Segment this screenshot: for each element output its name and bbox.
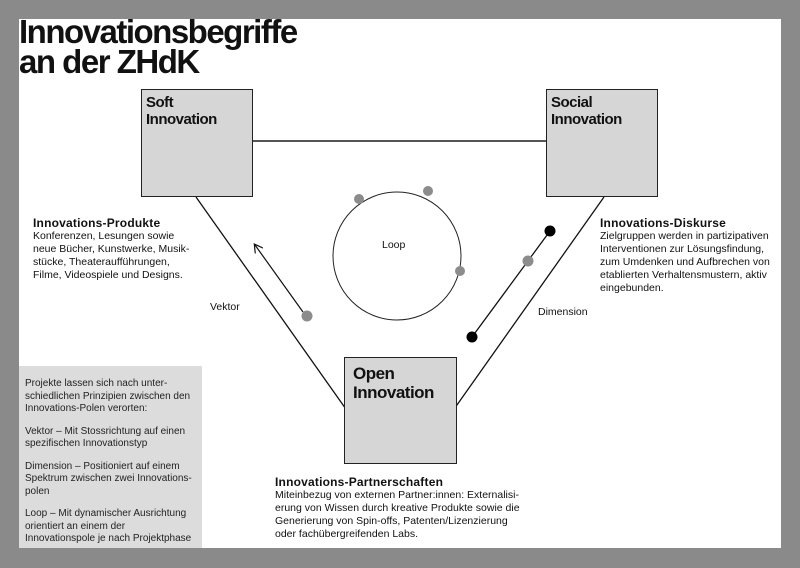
label-vektor: Vektor: [210, 301, 240, 313]
desc-heading: Innovations-Diskurse: [600, 216, 727, 230]
desc-line: Miteinbezug von externen Partner:innen: Externalisi-: [275, 489, 519, 501]
desc-line: Generierung von Spin-offs, Patenten/Lizenzierung: [275, 515, 508, 527]
desc-line: zum Umdenken und Aufbrechen von: [600, 256, 770, 268]
pole-social-innovation: [546, 89, 658, 197]
label-loop: Loop: [382, 239, 406, 251]
desc-line: erung von Wissen durch kreative Produkte sowie die: [275, 502, 520, 514]
loop-dot: [455, 266, 465, 276]
desc-line: etablierten Verhaltensmustern, aktiv: [600, 269, 767, 281]
vektor-dot: [302, 311, 313, 322]
pole-label: Open: [353, 364, 395, 383]
pole-label: Innovation: [551, 111, 622, 128]
desc-produkte: [33, 217, 189, 282]
loop-dot: [354, 194, 364, 204]
desc-line: Zielgruppen werden in partizipativen: [600, 230, 769, 242]
pole-label: Innovation: [353, 383, 434, 402]
desc-line: Interventionen zur Lösungsfindung,: [600, 243, 765, 255]
legend-vektor: Vektor – Mit Stossrichtung auf einen spezifischen Innovationstyp: [25, 425, 186, 449]
loop-dot: [423, 186, 433, 196]
dimension-line: [472, 231, 550, 337]
legend-box: [19, 366, 202, 548]
title-line-1: Innovationsbegriffe: [19, 13, 297, 50]
pole-label: Soft: [146, 94, 174, 111]
desc-line: neue Bücher, Kunstwerke, Musik-: [33, 243, 190, 255]
legend-intro: Projekte lassen sich nach unter-schiedlichen Prinzipien zwischen den Innovations-Polen verorten:: [25, 378, 191, 414]
pole-soft-innovation: [141, 89, 253, 197]
desc-line: eingebunden.: [600, 282, 664, 294]
legend-dimension: Dimension – Positioniert auf einem Spektrum zwischen zwei Innovations-polen: [25, 460, 192, 497]
desc-diskurse: [600, 217, 770, 295]
desc-line: Filme, Videospiele und Designs.: [33, 269, 183, 281]
pole-label: Innovation: [146, 111, 217, 128]
vektor-arrow: [255, 245, 303, 312]
desc-line: oder fachübergreifenden Labs.: [275, 528, 419, 540]
pole-open-innovation: [344, 357, 457, 464]
loop-circle: [333, 192, 461, 320]
dimension-position-dot: [523, 256, 534, 267]
desc-heading: Innovations-Produkte: [33, 216, 161, 230]
pole-label: Social: [551, 94, 593, 111]
desc-line: Konferenzen, Lesungen sowie: [33, 230, 175, 242]
dimension-end-dot: [545, 226, 556, 237]
dimension-end-dot: [467, 332, 478, 343]
connector-social-open: [452, 197, 604, 412]
title-line-2: an der ZHdK: [19, 43, 199, 80]
label-dimension: Dimension: [538, 306, 588, 318]
legend-loop: Loop – Mit dynamischer Ausrichtung orientiert an einem der Innovationspole je nach Projektphase: [25, 508, 192, 544]
desc-heading: Innovations-Partnerschaften: [275, 475, 444, 489]
desc-line: stücke, Theateraufführungen,: [33, 256, 170, 268]
desc-partnerschaften: [275, 476, 520, 541]
